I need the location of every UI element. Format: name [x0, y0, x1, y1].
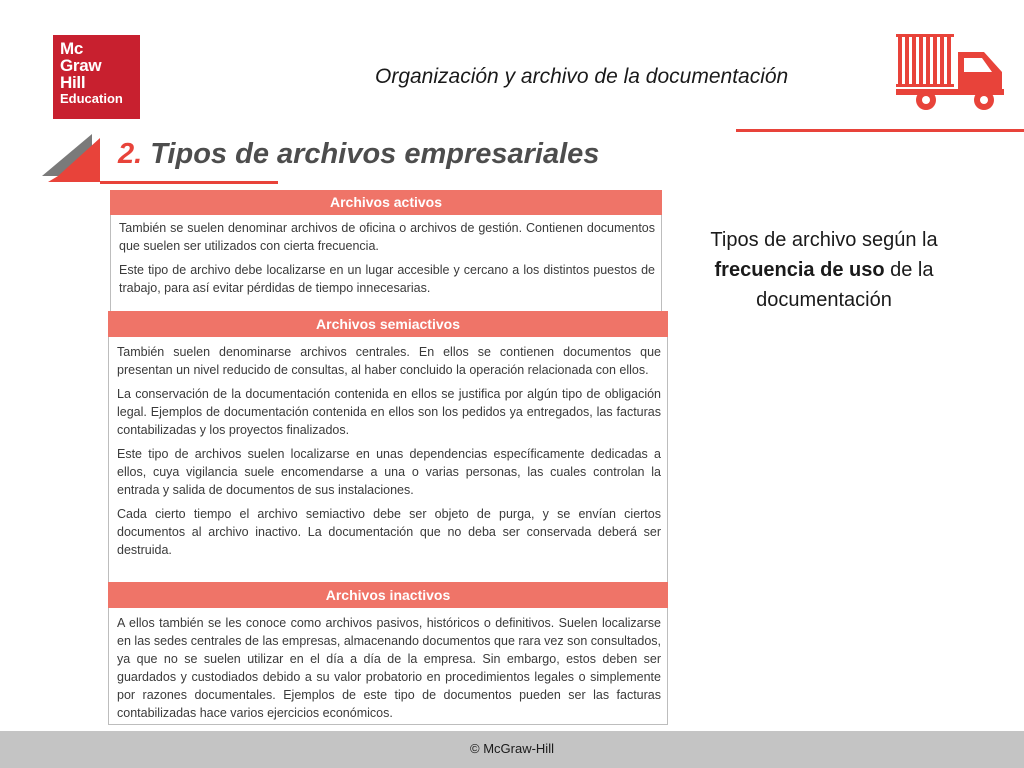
archivos-semiactivos-box	[108, 311, 668, 586]
logo-line-1: Mc	[60, 39, 84, 58]
archivos-activos-heading: Archivos activos	[110, 190, 662, 215]
archivos-semiactivos-heading: Archivos semiactivos	[108, 311, 668, 337]
archivos-semiactivos-body	[108, 337, 668, 586]
section-title	[118, 138, 599, 171]
archivos-activos-body	[110, 215, 662, 316]
paragraph: La conservación de la documentación contenida en ellos se justifica por algún tipo de obligación legal. Ejemplos de documentación contenida en ellos son los pedidos ya entregados, las facturas contabilizadas y los proyectos finalizados.	[117, 387, 661, 437]
footer-bar	[0, 731, 1024, 768]
paragraph: Este tipo de archivos suelen localizarse en unas dependencias específicamente dedicadas a ellos, cuya vigilancia suele encomendarse a una o varias personas, las cuales controlan la entrada y salida de documentos de sus instalaciones.	[117, 447, 661, 497]
header-title: Organización y archivo de la documentación	[375, 65, 789, 88]
section-number: 2.	[118, 138, 143, 170]
logo-line-2: Graw	[60, 56, 102, 75]
side-note-after: de la documentación	[756, 259, 934, 311]
mcgraw-hill-logo	[53, 35, 140, 119]
paragraph: También se suelen denominar archivos de oficina o archivos de gestión. Contienen documentos que suelen ser utilizados con cierta frecuencia.	[119, 221, 655, 253]
section-underline	[100, 181, 278, 184]
header-divider	[736, 129, 1024, 132]
paragraph: A ellos también se les conoce como archivos pasivos, históricos o definitivos. Suelen localizarse en las sedes centrales de las empresas, almacenando documentos que rara vez son consultados, ya que no se suelen utilizar en el día a día de la empresa. Sin embargo, estos deben ser guardados y custodiados debido a su valor probatorio en procedimientos legales o simplemente por razones documentales. Ejemplos de este tipo de documentos pueden ser las facturas contabilizadas hace varios ejercicios económicos.	[117, 616, 661, 720]
side-note	[690, 225, 958, 315]
archivos-inactivos-heading: Archivos inactivos	[108, 582, 668, 608]
paragraph: También suelen denominarse archivos centrales. En ellos se contienen documentos que presentan un nivel reducido de consultas, al haber concluido la operación relacionada con ellos.	[117, 345, 661, 377]
logo-line-3: Hill	[60, 73, 86, 92]
archivos-activos-box	[110, 190, 662, 316]
section-marker-icon	[40, 130, 102, 182]
archivos-inactivos-box	[108, 582, 668, 725]
paragraph: Cada cierto tiempo el archivo semiactivo debe ser objeto de purga, y se envían ciertos documentos al archivo inactivo. La documentación que no deba ser conservada deberá ser destruida.	[117, 507, 661, 557]
side-note-bold: frecuencia de uso	[714, 259, 885, 281]
logo-line-4: Education	[60, 91, 123, 106]
section-title-text: Tipos de archivos empresariales	[142, 138, 600, 170]
footer-copyright: © McGraw-Hill	[470, 741, 554, 756]
archivos-inactivos-body	[108, 608, 668, 725]
paragraph: Este tipo de archivo debe localizarse en un lugar accesible y cercano a los distintos puestos de trabajo, para así evitar pérdidas de tiempo innecesarias.	[119, 263, 655, 295]
side-note-before: Tipos de archivo según la	[710, 229, 938, 251]
truck-icon	[896, 34, 1008, 112]
